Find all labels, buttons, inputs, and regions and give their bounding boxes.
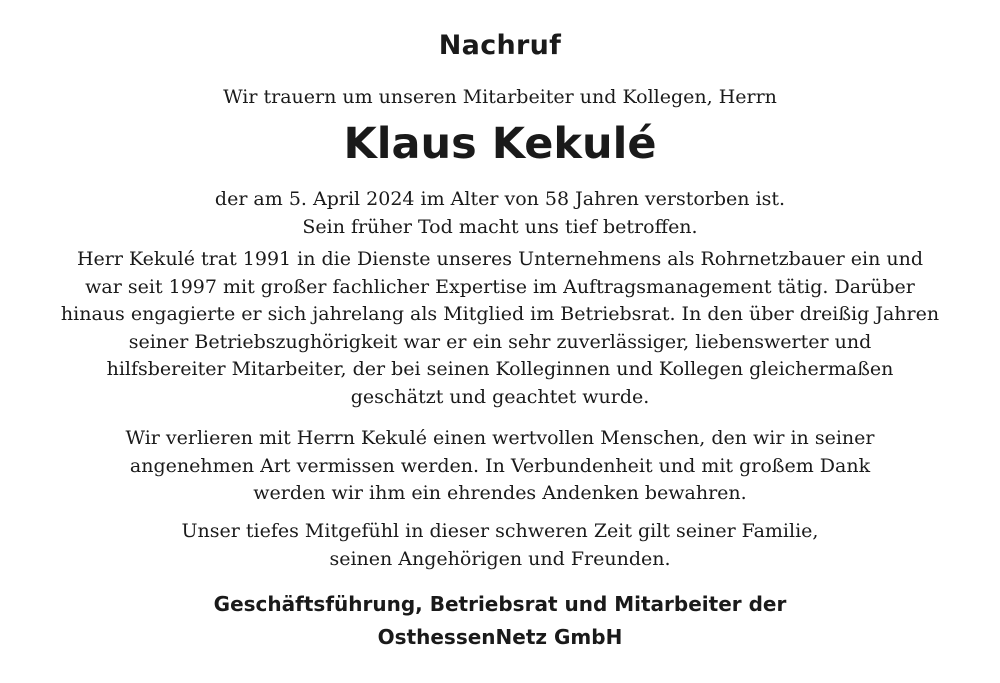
text-line: Sein früher Tod macht uns tief betroffen. [302, 215, 698, 238]
text-line: werden wir ihm ein ehrendes Andenken bewahren. [253, 482, 747, 504]
text-line: angenehmen Art vermissen werden. In Verbundenheit und mit großem Dank [129, 454, 871, 477]
text-line: seiner Betriebszughörigkeit war er ein sehr zuverlässiger, liebenswerter und [128, 330, 872, 353]
text-line: geschätzt und geachtet wurde. [350, 385, 650, 408]
text-line: seinen Angehörigen und Freunden. [329, 547, 671, 570]
text-line: Herr Kekulé trat 1991 in die Dienste unseres Unternehmens als Rohrnetzbauer ein und [76, 248, 924, 270]
signature-block [0, 588, 1000, 654]
text-line: der am 5. April 2024 im Alter von 58 Jahren verstorben ist. [214, 188, 786, 210]
text-line: Wir verlieren mit Herrn Kekulé einen wertvollen Menschen, den wir in seiner [125, 427, 875, 449]
text-line: hinaus engagierte er sich jahrelang als Mitglied im Betriebsrat. In den über dreißig Jahren [60, 303, 940, 325]
deceased-name: Klaus Kekulé [343, 119, 657, 169]
text-line: hilfsbereiter Mitarbeiter, der bei seinen Kolleginnen und Kollegen gleichermaßen [106, 358, 894, 380]
death-info-paragraph [30, 186, 970, 241]
tribute-paragraph [30, 425, 970, 508]
signature-line: Geschäftsführung, Betriebsrat und Mitarbeiter der [213, 592, 787, 616]
intro-line: Wir trauern um unseren Mitarbeiter und Kollegen, Herrn [223, 86, 777, 108]
notice-title: Nachruf [438, 30, 562, 61]
condolence-paragraph [30, 518, 970, 573]
company-name: OsthessenNetz GmbH [377, 625, 623, 649]
text-line: war seit 1997 mit großer fachlicher Expertise im Auftragsmanagement tätig. Darüber [85, 275, 915, 298]
career-paragraph [30, 246, 970, 411]
text-line: Unser tiefes Mitgefühl in dieser schweren Zeit gilt seiner Familie, [181, 520, 819, 542]
